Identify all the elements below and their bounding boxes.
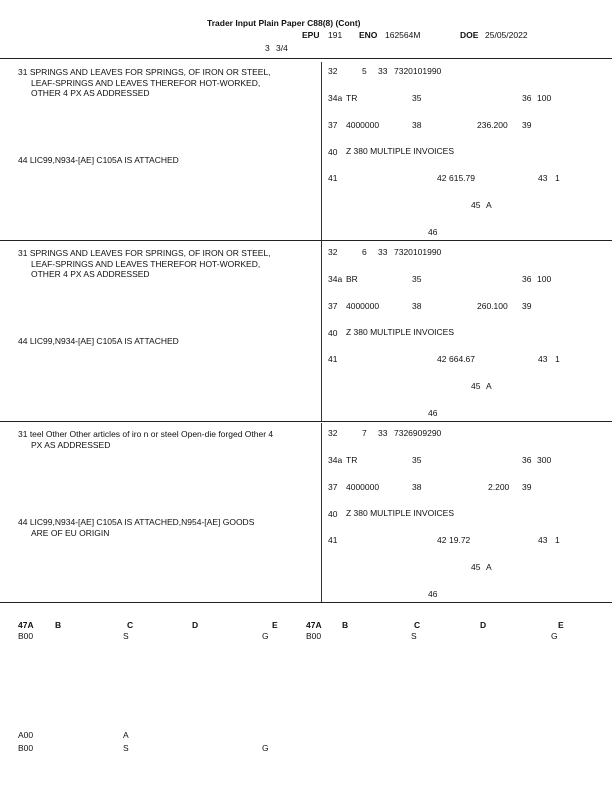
item-divider bbox=[0, 421, 612, 422]
desc-line: OTHER 4 PX AS ADDRESSED bbox=[31, 269, 150, 279]
box42-label: 42 bbox=[437, 354, 447, 364]
col-b-header: B bbox=[55, 620, 62, 630]
box37-label: 37 bbox=[328, 482, 338, 492]
col-e-header: E bbox=[558, 620, 564, 630]
box39-label: 39 bbox=[522, 301, 532, 311]
box35-label: 35 bbox=[412, 93, 422, 103]
col-d-header: D bbox=[480, 620, 487, 630]
box38-label: 38 bbox=[412, 482, 422, 492]
preference: 100 bbox=[537, 274, 552, 284]
box43-label: 43 bbox=[538, 535, 548, 545]
box35-label: 35 bbox=[412, 274, 422, 284]
box43-label: 43 bbox=[538, 173, 548, 183]
column-divider bbox=[321, 423, 322, 603]
item-number: 5 bbox=[362, 66, 367, 76]
box44-text: 44 LIC99,N934-[AE] C105A IS ATTACHED bbox=[18, 336, 179, 346]
box42-label: 42 bbox=[437, 535, 447, 545]
box43-label: 43 bbox=[538, 354, 548, 364]
column-divider bbox=[321, 242, 322, 422]
desc-line: OTHER 4 PX AS ADDRESSED bbox=[31, 88, 150, 98]
box40-label: 40 bbox=[328, 509, 338, 519]
box46-label: 46 bbox=[428, 408, 438, 418]
box32-label: 32 bbox=[328, 66, 338, 76]
box33-label: 33 bbox=[378, 247, 388, 257]
tax-type-code: B00 bbox=[18, 631, 34, 641]
previous-document: Z 380 MULTIPLE INVOICES bbox=[346, 146, 455, 156]
tax-col-c: S bbox=[123, 631, 129, 641]
col-e-header: E bbox=[272, 620, 278, 630]
item-price: 664.67 bbox=[449, 354, 475, 364]
box39-label: 39 bbox=[522, 120, 532, 130]
box32-label: 32 bbox=[328, 247, 338, 257]
eno-value: 162564M bbox=[385, 30, 421, 40]
item-price: 19.72 bbox=[449, 535, 471, 545]
box40-label: 40 bbox=[328, 147, 338, 157]
epu-label: EPU bbox=[302, 30, 320, 40]
item-divider bbox=[0, 602, 612, 603]
doe-value: 25/05/2022 bbox=[485, 30, 528, 40]
box37-label: 37 bbox=[328, 120, 338, 130]
box47-label: 47A bbox=[18, 620, 34, 630]
box34a-label: 34a bbox=[328, 274, 343, 284]
item-number: 6 bbox=[362, 247, 367, 257]
page-title: Trader Input Plain Paper C88(8) (Cont) bbox=[207, 18, 361, 28]
net-mass: 236.200 bbox=[477, 120, 508, 130]
box42-label: 42 bbox=[437, 173, 447, 183]
box45-label: 45 bbox=[471, 381, 481, 391]
goods-description bbox=[18, 429, 318, 450]
cpc-code: 4000000 bbox=[346, 120, 380, 130]
box44-text: 44 LIC99,N934-[AE] C105A IS ATTACHED bbox=[18, 155, 179, 165]
box34a-label: 34a bbox=[328, 455, 343, 465]
col-d-header: D bbox=[192, 620, 199, 630]
desc-line: LEAF-SPRINGS AND LEAVES THEREFOR HOT-WORKED, bbox=[31, 77, 261, 88]
commodity-code: 7320101990 bbox=[394, 66, 442, 76]
valuation-method: 1 bbox=[555, 535, 560, 545]
header-divider bbox=[0, 58, 612, 59]
col-c-header: C bbox=[414, 620, 421, 630]
box45-label: 45 bbox=[471, 200, 481, 210]
origin-country: TR bbox=[346, 455, 358, 465]
box36-label: 36 bbox=[522, 455, 532, 465]
eno-label: ENO bbox=[359, 30, 378, 40]
cpc-code: 4000000 bbox=[346, 482, 380, 492]
box38-label: 38 bbox=[412, 120, 422, 130]
tax-col-e: G bbox=[262, 631, 269, 641]
origin-country: TR bbox=[346, 93, 358, 103]
tax-type-code: B00 bbox=[306, 631, 322, 641]
column-divider bbox=[321, 62, 322, 242]
box44-text-cont: ARE OF EU ORIGIN bbox=[31, 528, 110, 538]
tax-col-c: S bbox=[123, 743, 129, 753]
valuation-method: 1 bbox=[555, 354, 560, 364]
valuation-method: 1 bbox=[555, 173, 560, 183]
desc-line: 31 teel Other Other articles of iro n or steel Open-die forged Other 4 bbox=[18, 429, 274, 439]
box41-label: 41 bbox=[328, 354, 338, 364]
desc-line: PX AS ADDRESSED bbox=[31, 439, 111, 450]
tax-col-c: A bbox=[123, 730, 129, 740]
box41-label: 41 bbox=[328, 535, 338, 545]
box40-label: 40 bbox=[328, 328, 338, 338]
box33-label: 33 bbox=[378, 428, 388, 438]
goods-description bbox=[18, 67, 318, 99]
desc-line: LEAF-SPRINGS AND LEAVES THEREFOR HOT-WORKED, bbox=[31, 258, 261, 269]
adjustment: A bbox=[486, 200, 492, 210]
goods-description bbox=[18, 248, 318, 280]
previous-document: Z 380 MULTIPLE INVOICES bbox=[346, 508, 455, 518]
box45-label: 45 bbox=[471, 562, 481, 572]
page-fraction: 3/4 bbox=[276, 43, 288, 53]
previous-document: Z 380 MULTIPLE INVOICES bbox=[346, 327, 455, 337]
page-box: 3 bbox=[265, 43, 270, 53]
tax-col-e: G bbox=[551, 631, 558, 641]
tax-col-c: S bbox=[411, 631, 417, 641]
box34a-label: 34a bbox=[328, 93, 343, 103]
box35-label: 35 bbox=[412, 455, 422, 465]
col-c-header: C bbox=[127, 620, 134, 630]
box36-label: 36 bbox=[522, 274, 532, 284]
box44-text: 44 LIC99,N934-[AE] C105A IS ATTACHED,N954-[AE] GOODS bbox=[18, 517, 255, 527]
adjustment: A bbox=[486, 562, 492, 572]
desc-line: 31 SPRINGS AND LEAVES FOR SPRINGS, OF IRON OR STEEL, bbox=[18, 67, 271, 77]
tax-type-code: A00 bbox=[18, 730, 34, 740]
commodity-code: 7320101990 bbox=[394, 247, 442, 257]
box32-label: 32 bbox=[328, 428, 338, 438]
preference: 100 bbox=[537, 93, 552, 103]
item-divider bbox=[0, 240, 612, 241]
adjustment: A bbox=[486, 381, 492, 391]
box33-label: 33 bbox=[378, 66, 388, 76]
cpc-code: 4000000 bbox=[346, 301, 380, 311]
box46-label: 46 bbox=[428, 589, 438, 599]
box36-label: 36 bbox=[522, 93, 532, 103]
box47-label: 47A bbox=[306, 620, 322, 630]
desc-line: 31 SPRINGS AND LEAVES FOR SPRINGS, OF IRON OR STEEL, bbox=[18, 248, 271, 258]
box46-label: 46 bbox=[428, 227, 438, 237]
preference: 300 bbox=[537, 455, 552, 465]
tax-type-code: B00 bbox=[18, 743, 34, 753]
doe-label: DOE bbox=[460, 30, 479, 40]
tax-col-e: G bbox=[262, 743, 269, 753]
item-price: 615.79 bbox=[449, 173, 475, 183]
net-mass: 260.100 bbox=[477, 301, 508, 311]
commodity-code: 7326909290 bbox=[394, 428, 442, 438]
box39-label: 39 bbox=[522, 482, 532, 492]
epu-value: 191 bbox=[328, 30, 343, 40]
item-number: 7 bbox=[362, 428, 367, 438]
box38-label: 38 bbox=[412, 301, 422, 311]
box37-label: 37 bbox=[328, 301, 338, 311]
col-b-header: B bbox=[342, 620, 349, 630]
origin-country: BR bbox=[346, 274, 358, 284]
box41-label: 41 bbox=[328, 173, 338, 183]
net-mass: 2.200 bbox=[488, 482, 510, 492]
